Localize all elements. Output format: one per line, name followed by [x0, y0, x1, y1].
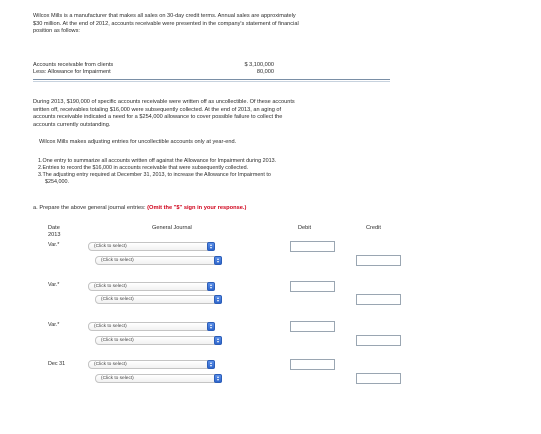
- debit-input[interactable]: [290, 359, 335, 370]
- select-arrow-icon[interactable]: [207, 322, 215, 331]
- account-select[interactable]: [95, 336, 222, 345]
- year-header: 2013: [48, 232, 61, 238]
- table-divider: [33, 79, 390, 80]
- credit-input[interactable]: [356, 373, 401, 384]
- accounts-receivable-table: [33, 61, 390, 79]
- allowance-row-amount: 80,000: [256, 68, 274, 75]
- intro-line-3: position as follows:: [33, 28, 80, 34]
- intro-line-2: $30 million. At the end of 2012, accounts receivable were presented in the company's statement of financial: [33, 20, 299, 27]
- para2-line-4: accounts currently outstanding.: [33, 121, 111, 128]
- select-placeholder: (Click to select): [94, 362, 127, 367]
- table-divider-light: [33, 81, 390, 82]
- select-arrow-icon[interactable]: [214, 295, 222, 304]
- general-journal-header: General Journal: [152, 225, 192, 231]
- credit-input[interactable]: [356, 294, 401, 305]
- select-placeholder: (Click to select): [101, 376, 134, 381]
- select-arrow-icon[interactable]: [214, 374, 222, 383]
- debit-input[interactable]: [290, 241, 335, 252]
- question-emphasis: (Omit the "$" sign in your response.): [147, 205, 247, 211]
- select-arrow-icon[interactable]: [214, 256, 222, 265]
- question-prefix: a. Prepare the above general journal entries:: [33, 205, 148, 211]
- select-placeholder: (Click to select): [94, 284, 127, 289]
- select-arrow-icon[interactable]: [207, 360, 215, 369]
- entry-date: Var.*: [48, 322, 60, 328]
- account-select[interactable]: [88, 322, 215, 331]
- list-item: 3.The adjusting entry required at December 31, 2013, to increase the Allowance for Impairment to: [38, 172, 271, 178]
- para2-line-2: written off, receivables totaling $16,000 were subsequently collected. At the end of 2013, an aging of: [33, 106, 282, 113]
- account-select[interactable]: [95, 374, 222, 383]
- debit-input[interactable]: [290, 321, 335, 332]
- list-item: 2.Entries to record the $16,000 in accounts receivable that were subsequently collected.: [38, 165, 249, 171]
- para3-text: Wilcox Mills makes adjusting entries for uncollectible accounts only at year-end.: [39, 139, 237, 145]
- entry-date: Var.*: [48, 282, 60, 288]
- select-placeholder: (Click to select): [94, 244, 127, 249]
- para2-line-3: accounts receivable indicated a need for a $254,000 allowance to cover possible failure to collect the: [33, 114, 283, 120]
- select-placeholder: (Click to select): [101, 297, 134, 302]
- credit-input[interactable]: [356, 335, 401, 346]
- account-select[interactable]: [88, 282, 215, 291]
- account-select[interactable]: [95, 256, 222, 265]
- credit-header: Credit: [366, 225, 381, 231]
- debit-header: Debit: [298, 225, 312, 231]
- list-item-continued: $254,000.: [45, 179, 69, 185]
- select-placeholder: (Click to select): [94, 324, 127, 329]
- account-select[interactable]: [88, 360, 215, 369]
- allowance-row-label: Less: Allowance for Impairment: [33, 68, 111, 75]
- account-select[interactable]: [88, 242, 215, 251]
- debit-input[interactable]: [290, 281, 335, 292]
- select-placeholder: (Click to select): [101, 338, 134, 343]
- list-item: 1.One entry to summarize all accounts written off against the Allowance for Impairment during 2013.: [38, 158, 277, 164]
- date-header: Date: [48, 225, 60, 231]
- select-arrow-icon[interactable]: [207, 242, 215, 251]
- question-prompt: [33, 205, 246, 211]
- entry-date: Var.*: [48, 242, 60, 248]
- para2-line-1: During 2013, $190,000 of specific accounts receivable were written off as uncollectible. Of these accounts: [33, 99, 295, 105]
- intro-line-1: Wilcox Mills is a manufacturer that makes all sales on 30-day credit terms. Annual sales are approximately: [33, 13, 296, 19]
- ar-row-amount: $ 3,100,000: [244, 62, 274, 68]
- select-placeholder: (Click to select): [101, 258, 134, 263]
- entry-date: Dec 31: [48, 361, 66, 367]
- ar-row-label: Accounts receivable from clients: [33, 62, 114, 68]
- select-arrow-icon[interactable]: [207, 282, 215, 291]
- credit-input[interactable]: [356, 255, 401, 266]
- account-select[interactable]: [95, 295, 222, 304]
- select-arrow-icon[interactable]: [214, 336, 222, 345]
